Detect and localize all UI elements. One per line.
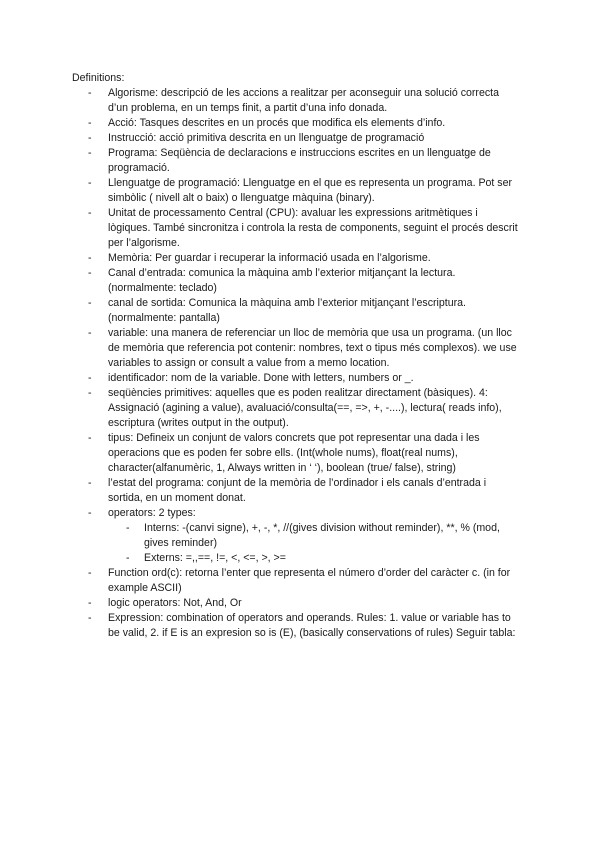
definitions-list <box>0 86 520 641</box>
definition-variable: - variable: una manera de referenciar un lloc de memòria que usa un programa. (un lloc de memòria que referencia pot contenir: nombres, text o tipus més complexos). we use variables to assign or consult a value from a memo location. <box>108 327 517 369</box>
list-item <box>0 566 520 596</box>
list-item <box>0 116 520 131</box>
list-item <box>0 431 520 476</box>
operators-externs: - Externs: =,,==, !=, <, <=, >, >= <box>144 552 286 564</box>
definition-programa: - Programa: Seqüència de declaracions e instruccions escrites en un llenguatge de programació. <box>108 147 491 174</box>
definition-canal-sortida: - canal de sortida: Comunica la màquina amb l’exterior mitjançant l’escriptura. (normalmente: pantalla) <box>108 297 466 324</box>
definition-expression: - Expression: combination of operators and operands. Rules: 1. value or variable has to be valid, 2. if E is an expresion so is (E), (basically conservations of rules) Seguir tabla: <box>108 612 516 639</box>
definition-canal-entrada: - Canal d’entrada: comunica la màquina amb l’exterior mitjançant la lectura. (normalmente: teclado) <box>108 267 456 294</box>
sub-list-item <box>108 521 520 551</box>
page-heading: Definitions: <box>72 72 125 84</box>
definition-identificador: - identificador: nom de la variable. Done with letters, numbers or _. <box>108 372 414 384</box>
definition-function-ord: - Function ord(c): retorna l’enter que representa el número d’order del caràcter c. (in for example ASCII) <box>108 567 511 594</box>
list-item <box>0 251 520 266</box>
definition-algorisme: - Algorisme: descripció de les accions a realitzar per aconseguir una solució correcta d’un problema, en un temps finit, a partit d’una info donada. <box>108 87 499 114</box>
definition-accio: - Acció: Tasques descrites en un procés que modifica els elements d’info. <box>108 117 446 129</box>
definition-sequencies: - seqüències primitives: aquelles que es poden realitzar directament (bàsiques). 4: Assignació (agining a value), avaluació/consulta(==, =>, +, -....), lectura( reads info), escriptura (writes output in the output). <box>108 387 502 429</box>
definition-cpu: - Unitat de processamento Central (CPU): avaluar les expressions aritmètiques i lògiques. També sincronitza i controla la resta de components, seguint el procés descrit per l’algorisme. <box>108 207 518 249</box>
definition-tipus: - tipus: Defineix un conjunt de valors concrets que pot representar una dada i les operacions que es poden fer sobre ells. (Int(whole nums), float(real nums), character(alfanumèric, 1, Always written in ‘ ‘), boolean (true/ false), string) <box>108 432 480 474</box>
list-item <box>0 176 520 206</box>
definition-logic-operators: - logic operators: Not, And, Or <box>108 597 242 609</box>
list-item <box>0 326 520 371</box>
list-item <box>0 371 520 386</box>
definition-llenguatge: - Llenguatge de programació: Llenguatge en el que es representa un programa. Pot ser simbòlic ( nivell alt o baix) o llenguatge màquina (binary). <box>108 177 513 204</box>
definition-estat: - l’estat del programa: conjunt de la memòria de l’ordinador i els canals d’entrada i sortida, en un moment donat. <box>108 477 487 504</box>
sub-list-item <box>108 551 520 566</box>
list-item <box>0 476 520 506</box>
list-item <box>0 266 520 296</box>
list-item <box>0 146 520 176</box>
list-item <box>0 596 520 611</box>
operators-sublist <box>108 521 520 566</box>
list-item <box>0 131 520 146</box>
list-item <box>0 611 520 641</box>
list-item <box>0 506 520 566</box>
list-item <box>0 206 520 251</box>
definition-memoria: - Memòria: Per guardar i recuperar la informació usada en l’algorisme. <box>108 252 431 264</box>
list-item <box>0 296 520 326</box>
operators-interns: - Interns: -(canvi signe), +, -, *, //(gives division without reminder), **, % (mod, gives reminder) <box>144 522 500 549</box>
definition-operators: - operators: 2 types: <box>108 507 196 519</box>
definition-instruccio: - Instrucció: acció primitiva descrita en un llenguatge de programació <box>108 132 425 144</box>
list-item <box>0 386 520 431</box>
list-item <box>0 86 520 116</box>
